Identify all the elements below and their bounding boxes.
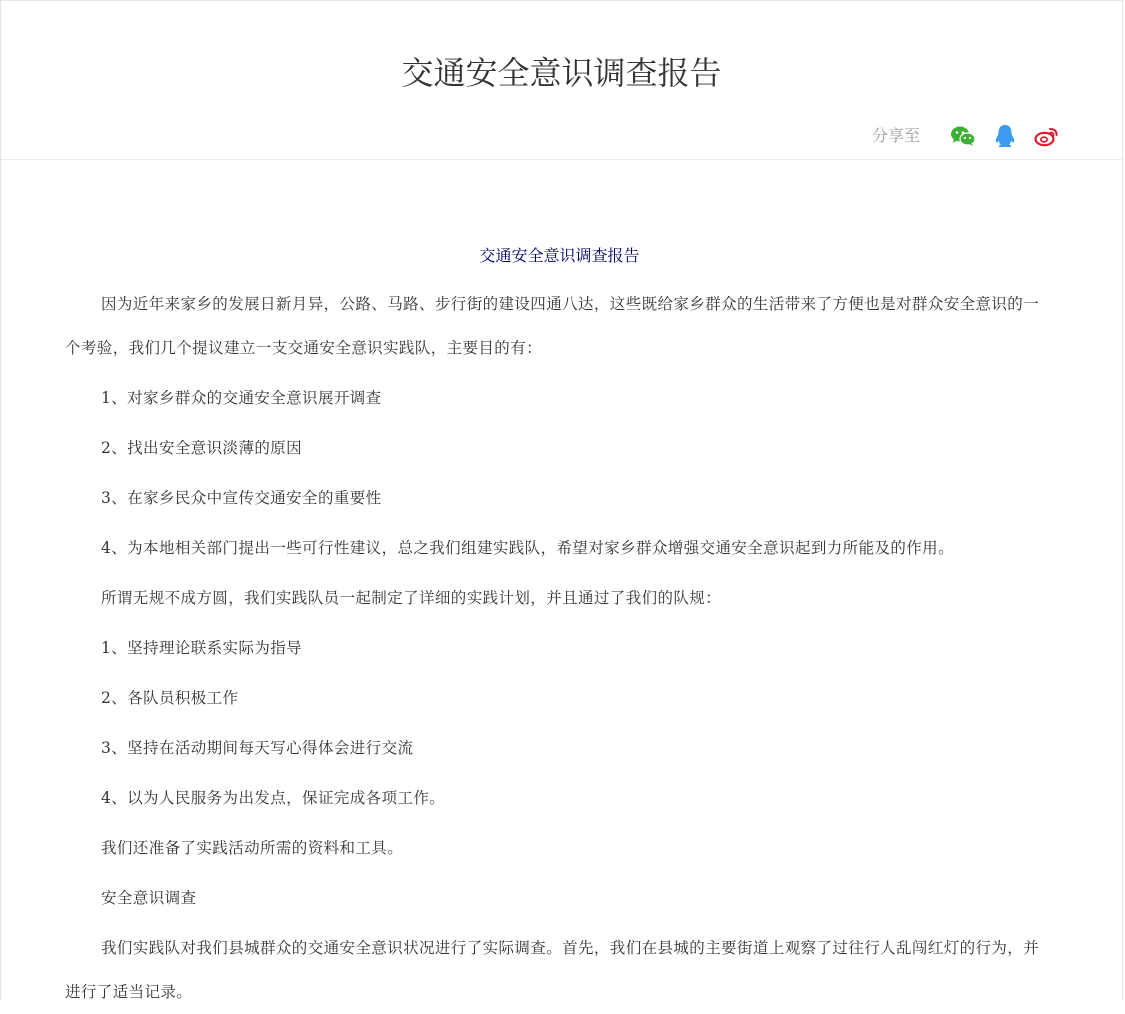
page-title: 交通安全意识调查报告 [401,54,722,92]
wechat-icon[interactable] [950,123,976,149]
qq-icon[interactable] [992,123,1018,149]
article-list-item: 3、坚持在活动期间每天写心得体会进行交流 [101,739,414,757]
article-title: 交通安全意识调查报告 [479,246,640,265]
article-list-item: 4、为本地相关部门提出一些可行性建议，总之我们组建实践队，希望对家乡群众增强交通安全意识起到力所能及的作用。 [101,539,954,557]
article-paragraph: 因为近年来家乡的发展日新月异，公路、马路、步行街的建设四通八达，这些既给家乡群众的生活带来了方便也是对群众安全意识的一个考验，我们几个提议建立一支交通安全意识实践队，主要目的有： [65,295,1040,357]
article-list-item: 2、各队员积极工作 [101,689,239,707]
article-paragraph: 我们实践队对我们县城群众的交通安全意识状况进行了实际调查。首先，我们在县城的主要街道上观察了过往行人乱闯红灯的行为，并进行了适当记录。 [65,939,1040,1001]
share-bar [872,122,1060,150]
article-list-item: 2、找出安全意识淡薄的原因 [101,439,303,457]
article-list-item: 1、对家乡群众的交通安全意识展开调查 [101,389,382,407]
article-header [1,1,1122,160]
share-label: 分享至 [871,126,920,145]
article-content [1,160,1122,1014]
article-list-item: 3、在家乡民众中宣传交通安全的重要性 [101,489,382,507]
article-paragraph: 我们还准备了实践活动所需的资料和工具。 [101,839,404,857]
article-list-item: 4、以为人民服务为出发点，保证完成各项工作。 [101,789,446,807]
article-list-item: 1、坚持理论联系实际为指导 [101,639,303,657]
article-section-heading: 安全意识调查 [101,889,197,907]
article-paragraph: 所谓无规不成方圆，我们实践队员一起制定了详细的实践计划，并且通过了我们的队规： [101,589,722,607]
weibo-icon[interactable] [1034,123,1060,149]
